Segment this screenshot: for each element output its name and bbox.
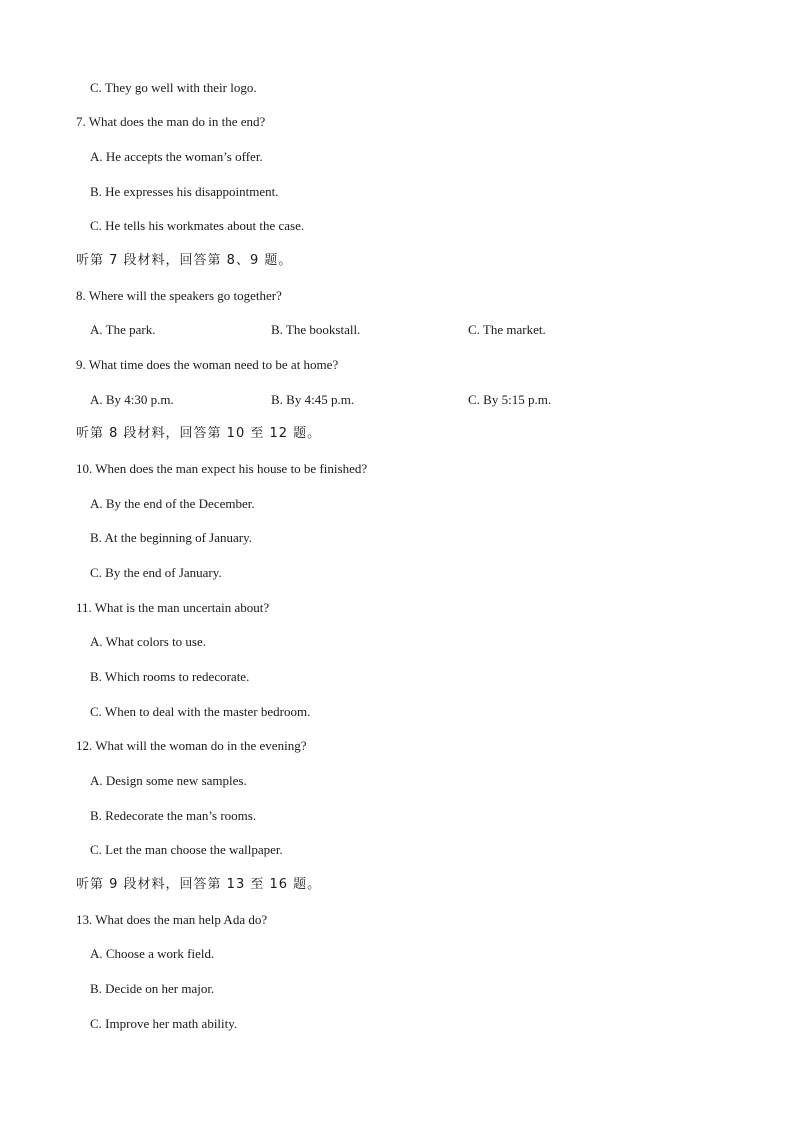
section-7-heading: 听第 7 段材料，回答第 8、9 题。 — [76, 253, 293, 268]
q8-option-b: B. The bookstall. — [271, 322, 361, 337]
q9-option-b: B. By 4:45 p.m. — [271, 392, 355, 407]
q12-option-c: C. Let the man choose the wallpaper. — [90, 842, 283, 857]
section-8-heading: 听第 8 段材料，回答第 10 至 12 题。 — [76, 426, 322, 441]
q7-option-c: C. He tells his workmates about the case. — [90, 218, 305, 233]
question-11: 11. What is the man uncertain about? — [76, 600, 270, 615]
section-9-heading: 听第 9 段材料，回答第 13 至 16 题。 — [76, 877, 322, 892]
q12-option-b: B. Redecorate the man’s rooms. — [90, 808, 257, 823]
q6-option-c: C. They go well with their logo. — [90, 80, 257, 95]
question-12: 12. What will the woman do in the evening? — [76, 738, 307, 753]
q11-option-a: A. What colors to use. — [90, 634, 207, 649]
q12-option-a: A. Design some new samples. — [90, 773, 247, 788]
q7-option-b: B. He expresses his disappointment. — [90, 184, 279, 199]
q11-option-c: C. When to deal with the master bedroom. — [90, 704, 311, 719]
q9-option-c: C. By 5:15 p.m. — [468, 392, 552, 407]
q9-option-a: A. By 4:30 p.m. — [90, 392, 174, 407]
q10-option-a: A. By the end of the December. — [90, 496, 255, 511]
question-10: 10. When does the man expect his house to be finished? — [76, 461, 368, 476]
q13-option-c: C. Improve her math ability. — [90, 1016, 238, 1031]
q7-option-a: A. He accepts the woman’s offer. — [90, 149, 263, 164]
q8-option-c: C. The market. — [468, 322, 546, 337]
q11-option-b: B. Which rooms to redecorate. — [90, 669, 250, 684]
question-8: 8. Where will the speakers go together? — [76, 288, 282, 303]
q8-option-a: A. The park. — [90, 322, 156, 337]
question-13: 13. What does the man help Ada do? — [76, 912, 268, 927]
question-9: 9. What time does the woman need to be at home? — [76, 357, 339, 372]
q10-option-c: C. By the end of January. — [90, 565, 222, 580]
q10-option-b: B. At the beginning of January. — [90, 530, 252, 545]
q13-option-b: B. Decide on her major. — [90, 981, 215, 996]
question-7: 7. What does the man do in the end? — [76, 114, 266, 129]
q13-option-a: A. Choose a work field. — [90, 946, 215, 961]
